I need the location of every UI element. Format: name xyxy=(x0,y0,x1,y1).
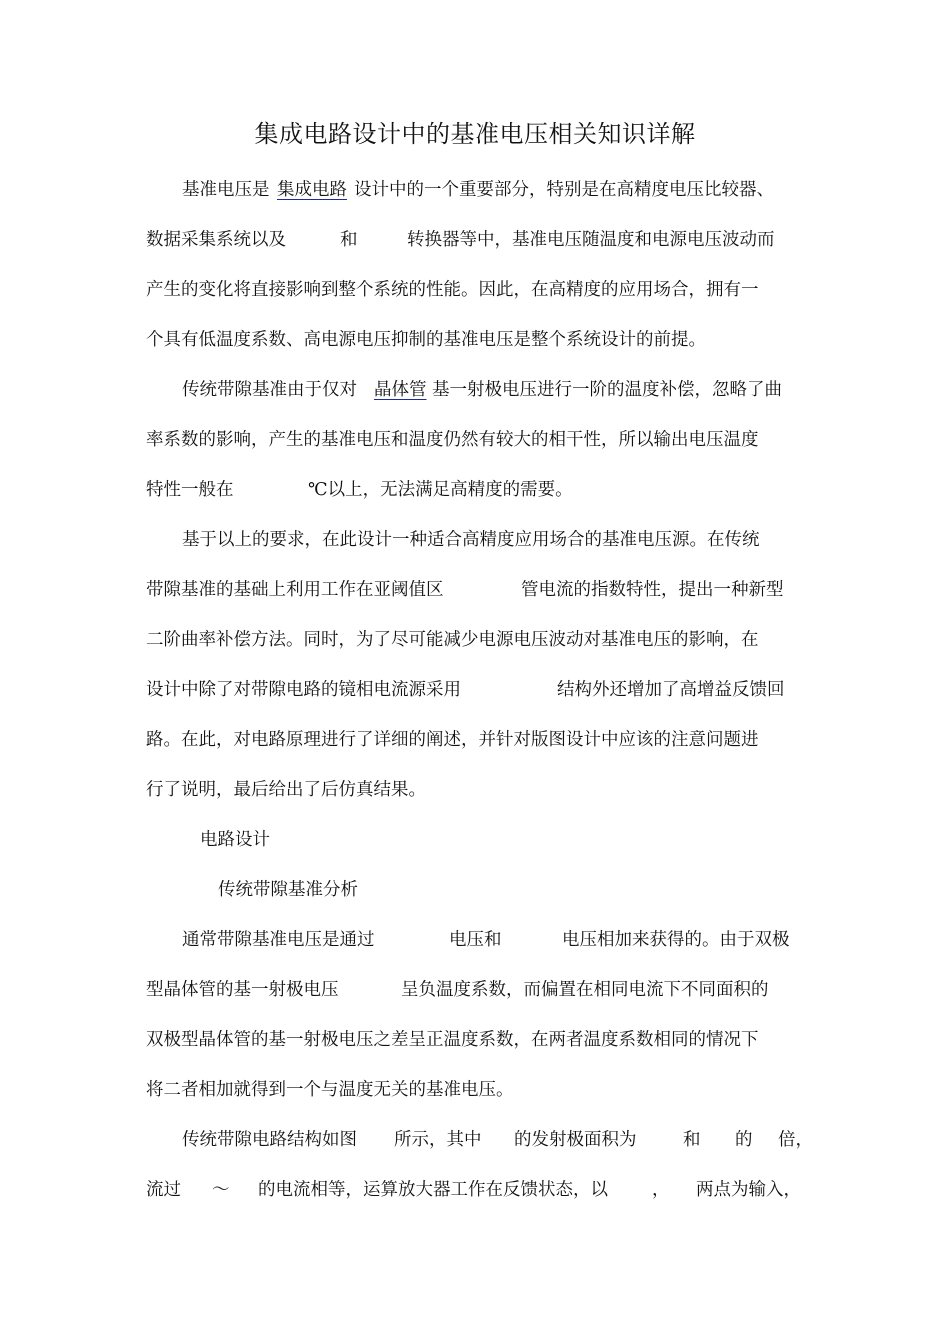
text-segment: 传统带隙基准分析 xyxy=(218,880,358,900)
text-segment: 通常带隙基准电压是通过 xyxy=(182,930,375,950)
text-segment: 呈负温度系数，而偏置在相同电流下不同面积的 xyxy=(401,980,769,1000)
text-segment: 电压和 xyxy=(449,930,502,950)
text-segment: 的发射极面积为 xyxy=(514,1130,637,1150)
text-segment: 和 xyxy=(683,1130,701,1150)
text-segment: 基于以上的要求，在此设计一种适合高精度应用场合的基准电压源。在传统 xyxy=(182,530,760,550)
text-segment: 设计中除了对带隙电路的镜相电流源采用 xyxy=(146,680,461,700)
text-segment: 流过 xyxy=(146,1180,181,1200)
text-segment: 特性一般在 xyxy=(146,480,234,500)
text-segment: 的 xyxy=(735,1130,753,1150)
text-segment: 基准电压是 xyxy=(182,180,270,200)
text-segment: 结构外还增加了高增益反馈回 xyxy=(557,680,785,700)
inline-link[interactable]: 晶体管 xyxy=(374,380,427,400)
text-segment: 倍， xyxy=(778,1130,813,1150)
text-segment: ， xyxy=(652,1180,670,1200)
text-segment: 产生的变化将直接影响到整个系统的性能。因此，在高精度的应用场合，拥有一 xyxy=(146,280,759,300)
text-segment: 和 xyxy=(340,230,358,250)
text-segment: 传统带隙基准由于仅对 xyxy=(182,380,357,400)
text-segment: 基一射极电压进行一阶的温度补偿，忽略了曲 xyxy=(432,380,782,400)
text-segment: 两点为输入， xyxy=(696,1180,801,1200)
text-segment: 双极型晶体管的基一射极电压之差呈正温度系数，在两者温度系数相同的情况下 xyxy=(146,1030,759,1050)
inline-link[interactable]: 集成电路 xyxy=(277,180,347,200)
text-segment: 管电流的指数特性，提出一种新型 xyxy=(521,580,784,600)
text-segment: 率系数的影响，产生的基准电压和温度仍然有较大的相干性，所以输出电压温度 xyxy=(146,430,759,450)
text-segment: 设计中的一个重要部分，特别是在高精度电压比较器、 xyxy=(354,180,774,200)
text-segment: 二阶曲率补偿方法。同时，为了尽可能减少电源电压波动对基准电压的影响，在 xyxy=(146,630,759,650)
text-segment: 电路设计 xyxy=(200,830,270,850)
text-segment: 所示，其中 xyxy=(394,1130,482,1150)
text-segment: 带隙基准的基础上利用工作在亚阈值区 xyxy=(146,580,444,600)
text-segment: 个具有低温度系数、高电源电压抑制的基准电压是整个系统设计的前提。 xyxy=(146,330,706,350)
text-segment: 型晶体管的基一射极电压 xyxy=(146,980,339,1000)
text-segment: 将二者相加就得到一个与温度无关的基准电压。 xyxy=(146,1080,514,1100)
document-title: 集成电路设计中的基准电压相关知识详解 xyxy=(254,120,696,148)
text-segment: 传统带隙电路结构如图 xyxy=(182,1130,357,1150)
text-segment: 路。在此，对电路原理进行了详细的阐述，并针对版图设计中应该的注意问题进 xyxy=(146,730,759,750)
text-segment: 的电流相等，运算放大器工作在反馈状态，以 xyxy=(258,1180,608,1200)
text-segment: 转换器等中，基准电压随温度和电源电压波动而 xyxy=(407,230,775,250)
text-segment: ℃以上，无法满足高精度的需要。 xyxy=(308,480,573,500)
text-segment: 电压相加来获得的。由于双极 xyxy=(562,930,790,950)
text-segment: ～ xyxy=(212,1180,230,1200)
text-segment: 行了说明，最后给出了后仿真结果。 xyxy=(146,780,426,800)
text-segment: 数据采集系统以及 xyxy=(146,230,286,250)
